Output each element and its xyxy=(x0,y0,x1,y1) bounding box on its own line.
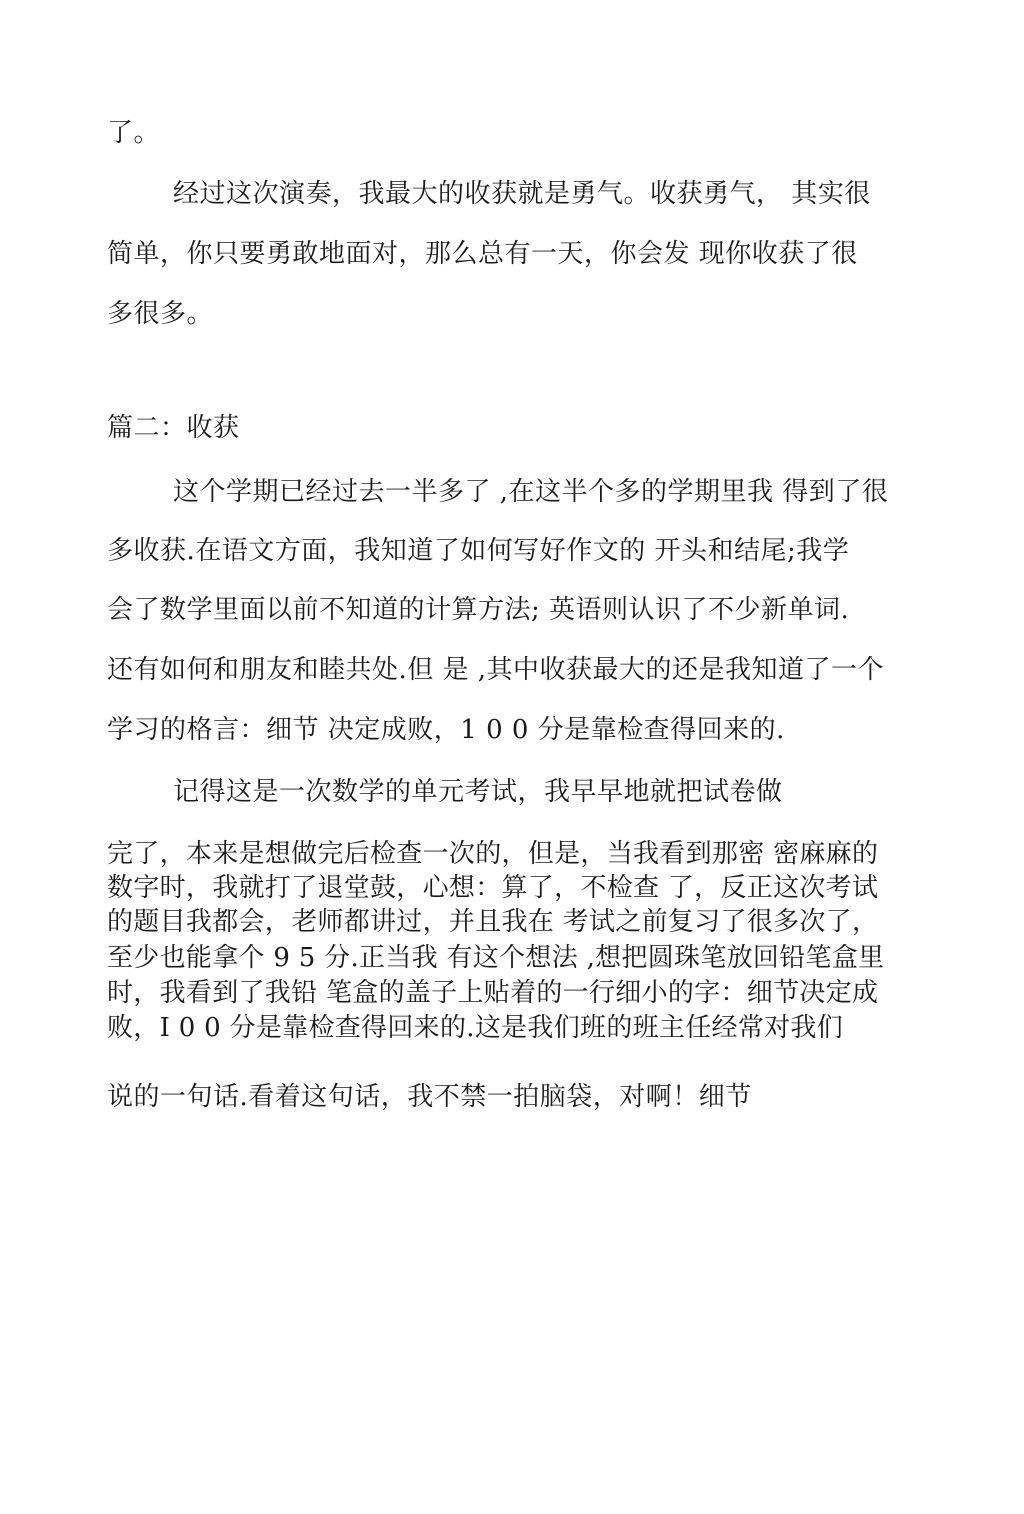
paragraph-line-15: 败，I 0 0 分是靠检查得回来的.这是我们班的班主任经常对我们 xyxy=(107,1013,844,1043)
paragraph-line-14: 时，我看到了我铅 笔盒的盖子上贴着的一行细小的字：细节决定成 xyxy=(107,978,879,1008)
paragraph-line-9: 记得这是一次数学的单元考试，我早早地就把试卷做 xyxy=(173,777,783,807)
paragraph-line-3: 多很多。 xyxy=(107,299,214,329)
paragraph-line-11: 数字时，我就打了退堂鼓，心想：算了，不检查 了，反正这次考试 xyxy=(107,873,879,903)
paragraph-line-1: 经过这次演奏，我最大的收获就是勇气。收获勇气， 其实很 xyxy=(173,179,871,209)
paragraph-line-16: 说的一句话.看着这句话，我不禁一拍脑袋，对啊！细节 xyxy=(107,1082,752,1112)
paragraph-line-2: 简单，你只要勇敢地面对，那么总有一天，你会发 现你收获了很 xyxy=(107,239,858,269)
paragraph-line-8: 学习的格言：细节 决定成败，1 0 0 分是靠检查得回来的. xyxy=(107,715,785,745)
paragraph-line-13: 至少也能拿个 9 5 分.正当我 有这个想法 ,想把圆珠笔放回铅笔盒里 xyxy=(107,943,885,973)
paragraph-line-4: 这个学期已经过去一半多了 ,在这半个多的学期里我 得到了很 xyxy=(173,477,889,507)
section-heading: 篇二：收获 xyxy=(107,413,240,443)
paragraph-line-10: 完了，本来是想做完后检查一次的，但是，当我看到那密 密麻麻的 xyxy=(107,839,879,869)
paragraph-line-7: 还有如何和朋友和睦共处.但 是 ,其中收获最大的还是我知道了一个 xyxy=(107,655,885,685)
paragraph-line-12: 的题目我都会，老师都讲过，并且我在 考试之前复习了很多次了， xyxy=(107,907,879,937)
text-line-1: 了。 xyxy=(107,118,161,148)
paragraph-line-5: 多收获.在语文方面，我知道了如何写好作文的 开头和结尾;我学 xyxy=(107,536,850,566)
paragraph-line-6: 会了数学里面以前不知道的计算方法; 英语则认识了不少新单词. xyxy=(107,595,850,625)
